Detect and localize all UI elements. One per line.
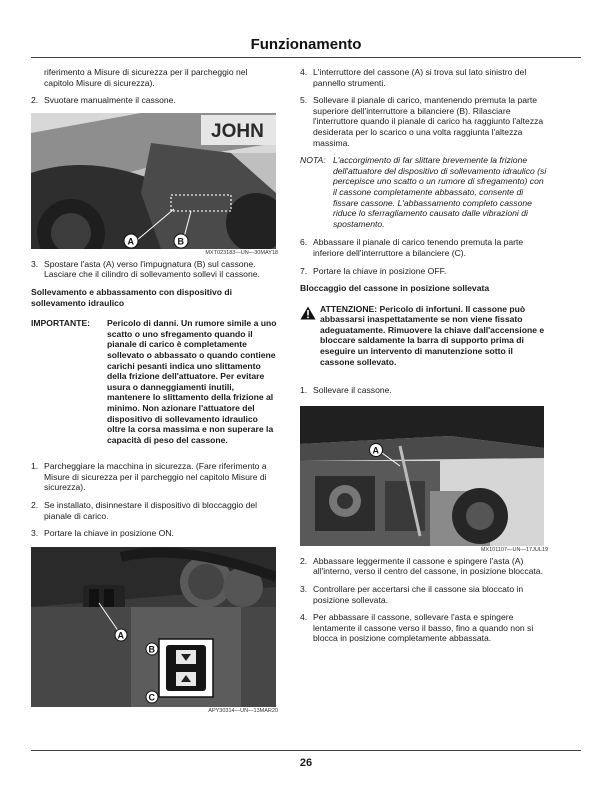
photo-caption: MX101107—UN—17JUL19 <box>480 546 548 553</box>
list-item <box>31 461 278 493</box>
step-text: Abbassare il pianale di carico tenendo premuta la parte inferiore dell'interruttore a bilanciere (C). <box>313 237 524 258</box>
step-text: Sollevare il cassone. <box>313 385 392 396</box>
step-number: 2. <box>31 95 39 106</box>
raised-box-photo <box>300 406 544 546</box>
section-heading: Sollevamento e abbassamento con dispositivo di sollevamento idraulico <box>31 286 233 308</box>
list-item <box>300 556 548 577</box>
step-text: Portare la chiave in posizione OFF. <box>313 265 447 276</box>
list-item <box>300 612 548 644</box>
step-text: Controllare per accertarsi che il cassone sia bloccato in posizione sollevata. <box>313 584 524 605</box>
left-column <box>31 67 278 715</box>
list-item <box>300 385 548 396</box>
step-number: 2. <box>31 500 39 511</box>
step-number: 3. <box>300 584 308 595</box>
dash-switch-photo <box>31 547 276 707</box>
page-title: Funzionamento <box>250 36 362 53</box>
callout-b: B <box>148 644 155 655</box>
step-number: 6. <box>300 237 308 248</box>
page-number: 26 <box>299 757 313 769</box>
important-text: Pericolo di danni. Un rumore simile a uno scatto o uno sfregamento quando il pianale di carico è completamente sollevato o abbassato o quando contiene carichi pesanti indica uno slittamento della frizione dell'attuatore. Per evitare usura o danneggiamenti inutili, mantenere lo slittamento della frizione al minimo. Non azionare l'attuatore del dispositivo di sollevamento idraulico oltre la corsa massima e non superare la capacità di peso del cassone. <box>107 318 277 445</box>
warning-text: ATTENZIONE: Pericolo di infortuni. Il cassone può abbassarsi inaspettatamente se non viene fissato adeguatamente. Rimuovere la chiave dall'accensione e bloccare saldamente la barra di supporto prima di eseguire un intervento di manutenzione sotto il cassone sollevato. <box>320 303 545 367</box>
step-text: L'interruttore del cassone (A) si trova sul lato sinistro del pannello strumenti. <box>313 67 527 88</box>
footer-rule <box>31 750 581 751</box>
step-number: 7. <box>300 265 308 276</box>
step-number: 2. <box>300 555 308 566</box>
photo-caption: APY30314—UN—13MAR20 <box>208 707 278 714</box>
photo-illustration <box>31 113 276 249</box>
step-text: Spostare l'asta (A) verso l'impugnatura (B) sul cassone. Lasciare che il cilindro di sollevamento sollevi il cassone. <box>44 258 260 280</box>
note-label: NOTA: <box>300 155 326 166</box>
step-number: 4. <box>300 67 308 77</box>
photo-illustration <box>31 547 276 707</box>
note-block <box>300 155 548 229</box>
dump-box-lever-photo <box>31 113 276 249</box>
svg-text:JOHN: JOHN <box>211 120 264 142</box>
callout-a: A <box>127 236 134 247</box>
list-item <box>300 95 548 148</box>
step-text: Per abbassare il cassone, sollevare l'asta e spingere lentamente il cassone verso il basso, fino a quando non si blocca in posizione completamente abbassata. <box>313 612 534 644</box>
step-text: Portare la chiave in posizione ON. <box>44 528 174 539</box>
step-text: Abbassare leggermente il cassone e spingere l'asta (A) all'interno, verso il centro del cassone, in posizione bloccata. <box>313 555 543 577</box>
step-text: Se installato, disinnestare il dispositivo di bloccaggio del pianale di carico. <box>44 500 258 521</box>
header-rule <box>31 57 581 58</box>
important-notice <box>31 318 278 445</box>
step-text: Svuotare manualmente il cassone. <box>44 95 176 106</box>
list-item <box>31 500 278 521</box>
step-number: 4. <box>300 612 308 623</box>
callout-a: A <box>372 445 379 456</box>
warning-notice <box>300 304 548 368</box>
step-number: 5. <box>300 95 308 106</box>
step-number: 3. <box>31 528 39 539</box>
continued-text: riferimento a Misure di sicurezza per il parcheggio nel capitolo Misure di sicurezza). <box>44 67 248 88</box>
important-label: IMPORTANTE: <box>31 318 91 329</box>
list-item <box>300 584 548 605</box>
warning-triangle-icon <box>300 306 316 320</box>
note-text: L'accorgimento di far slittare brevemente la frizione dell'attuatore del dispositivo di sollevamento idraulico (si percepisce uno scatto o un rumore di sfregamento) con il cassone completamente abbassato, consente di fissare cassone. L'abbassamento completo cassone riduce lo sferragliamento causato dalle vibrazioni di spostamento. <box>333 155 547 229</box>
list-item <box>31 259 278 280</box>
callout-b: B <box>177 236 184 247</box>
callout-c: C <box>148 692 155 703</box>
step-number: 1. <box>31 461 39 472</box>
step-text: Sollevare il pianale di carico, mantenendo premuta la parte superiore dell'interruttore a bilanciere (B). Rilasciare l'interruttore quando il pianale di carico ha raggiunto l'altezza desiderata per lo scarico o una volta raggiunta l'altezza massima. <box>313 95 544 148</box>
step-number: 1. <box>300 385 308 396</box>
section-heading: Bloccaggio del cassone in posizione sollevata <box>300 283 490 294</box>
step-text: Parcheggiare la macchina in sicurezza. (Fare riferimento a Misure di sicurezza per il parcheggio nel capitolo Misure di sicurezza). <box>44 461 267 493</box>
list-item <box>300 266 548 277</box>
callout-a: A <box>117 630 124 641</box>
photo-caption: MXT023183—UN—30MAY18 <box>205 249 278 256</box>
list-item <box>300 67 548 88</box>
list-item <box>31 95 278 106</box>
list-item <box>300 237 548 258</box>
right-column <box>300 67 548 651</box>
step-number: 3. <box>31 258 39 269</box>
photo-illustration <box>300 406 544 546</box>
list-item <box>31 528 278 539</box>
